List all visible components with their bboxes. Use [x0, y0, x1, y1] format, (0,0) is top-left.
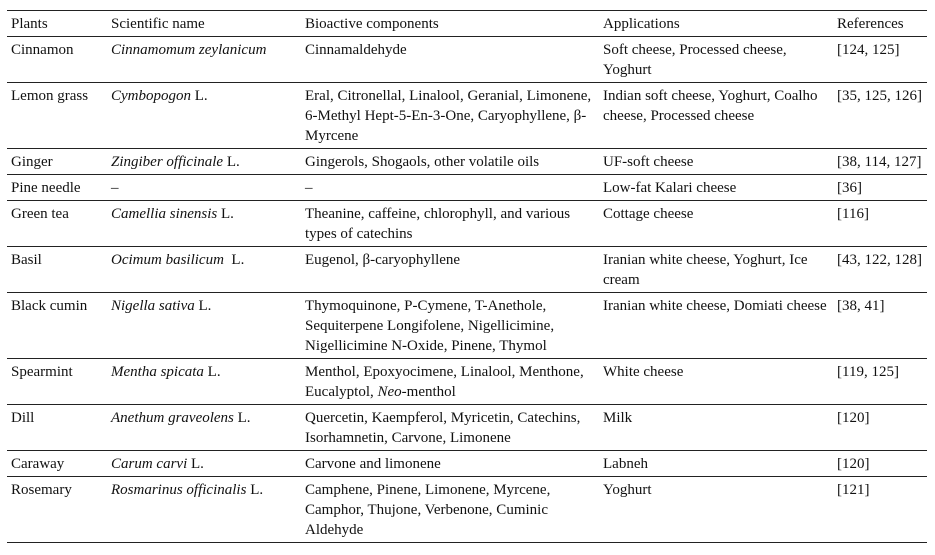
scientific-name-italic: Zingiber officinale — [111, 154, 224, 170]
references-cell: [121] — [837, 482, 870, 498]
scientific-name-italic: Carum carvi — [111, 456, 188, 472]
scientific-name-suffix: L. — [223, 154, 240, 170]
plant-cell: Cinnamon — [11, 42, 74, 58]
components-cell: Camphene, Pinene, Limonene, Myrcene, Camphor, Thujone, Verbenone, Cuminic Aldehyde — [305, 482, 551, 538]
applications-cell: Milk — [603, 410, 633, 426]
plant-cell: Spearmint — [11, 364, 73, 380]
scientific-name-cell — [107, 477, 301, 543]
table-body — [7, 37, 927, 543]
applications-cell: Indian soft cheese, Yoghurt, Coalho cheese, Processed cheese — [603, 88, 818, 124]
table-row — [7, 477, 927, 543]
scientific-name-cell — [107, 359, 301, 405]
scientific-name-italic: Nigella sativa — [111, 298, 195, 314]
neo-prefix: Neo — [377, 384, 402, 400]
table-row — [7, 149, 927, 175]
table-row — [7, 175, 927, 201]
components-cell: Theanine, caffeine, chlorophyll, and various types of catechins — [305, 206, 571, 242]
table-row — [7, 359, 927, 405]
table-row — [7, 83, 927, 149]
applications-cell: White cheese — [603, 364, 684, 380]
components-cell: Eugenol, β-caryophyllene — [305, 252, 461, 268]
references-cell: [120] — [837, 456, 870, 472]
plant-cell: Rosemary — [11, 482, 72, 498]
components-cell: Menthol, Epoxyocimene, Linalool, Menthone, Eucalyptol, Neo-menthol — [305, 364, 584, 400]
scientific-name-suffix: – — [111, 180, 119, 196]
header-references: References — [837, 16, 904, 32]
plant-cell: Ginger — [11, 154, 53, 170]
table-row — [7, 293, 927, 359]
header-plants: Plants — [11, 16, 48, 32]
scientific-name-suffix: L. — [233, 410, 251, 426]
plant-cell: Pine needle — [11, 180, 81, 196]
components-cell: – — [305, 180, 313, 196]
scientific-name-cell — [107, 293, 301, 359]
applications-cell: Iranian white cheese, Domiati cheese — [603, 298, 827, 314]
references-cell: [36] — [837, 180, 862, 196]
references-cell: [43, 122, 128] — [837, 252, 922, 268]
table-row — [7, 451, 927, 477]
references-cell: [124, 125] — [837, 42, 900, 58]
scientific-name-italic: Ocimum basilicum — [111, 252, 224, 268]
applications-cell: UF-soft cheese — [603, 154, 694, 170]
scientific-name-italic: Anethum graveolens — [111, 410, 234, 426]
table-header — [7, 11, 927, 37]
references-cell: [35, 125, 126] — [837, 88, 922, 104]
scientific-name-cell — [107, 175, 301, 201]
applications-cell: Soft cheese, Processed cheese, Yoghurt — [603, 42, 787, 78]
applications-cell: Labneh — [603, 456, 648, 472]
references-cell: [120] — [837, 410, 870, 426]
plant-cell: Caraway — [11, 456, 65, 472]
scientific-name-cell — [107, 451, 301, 477]
plant-cell: Lemon grass — [11, 88, 89, 104]
applications-cell: Iranian white cheese, Yoghurt, Ice cream — [603, 252, 808, 288]
scientific-name-italic: Cymbopogon — [111, 88, 191, 104]
references-cell: [119, 125] — [837, 364, 899, 380]
scientific-name-italic: Camellia sinensis — [111, 206, 218, 222]
references-cell: [116] — [837, 206, 869, 222]
plants-table — [7, 10, 927, 543]
header-bioactive-components: Bioactive components — [305, 16, 439, 32]
plant-cell: Green tea — [11, 206, 69, 222]
scientific-name-cell — [107, 149, 301, 175]
header-row — [7, 11, 927, 37]
scientific-name-suffix: L. — [194, 298, 212, 314]
scientific-name-suffix: L. — [246, 482, 264, 498]
table-row — [7, 405, 927, 451]
scientific-name-suffix: L. — [191, 88, 208, 104]
table-row — [7, 247, 927, 293]
applications-cell: Yoghurt — [603, 482, 652, 498]
scientific-name-italic: Mentha spicata — [111, 364, 204, 380]
components-cell: Cinnamaldehyde — [305, 42, 407, 58]
plant-cell: Basil — [11, 252, 42, 268]
table-row — [7, 37, 927, 83]
applications-cell: Cottage cheese — [603, 206, 694, 222]
references-cell: [38, 41] — [837, 298, 885, 314]
scientific-name-suffix: L. — [187, 456, 204, 472]
components-cell: Thymoquinone, P-Cymene, T-Anethole, Sequiterpene Longifolene, Nigellicimine, Nigellicimine N-Oxide, Pinene, Thymol — [305, 298, 555, 354]
components-cell: Eral, Citronellal, Linalool, Geranial, Limonene, 6-Methyl Hept-5-En-3-One, Caryophyllene, β-Myrcene — [305, 88, 592, 144]
scientific-name-italic: Cinnamomum zeylanicum — [111, 42, 267, 58]
scientific-name-italic: Rosmarinus officinalis — [111, 482, 247, 498]
scientific-name-cell — [107, 405, 301, 451]
plant-cell: Black cumin — [11, 298, 88, 314]
scientific-name-suffix: L. — [223, 252, 245, 268]
applications-cell: Low-fat Kalari cheese — [603, 180, 737, 196]
scientific-name-suffix: L. — [203, 364, 221, 380]
components-cell: Gingerols, Shogaols, other volatile oils — [305, 154, 540, 170]
components-cell: Quercetin, Kaempferol, Myricetin, Catechins, Isorhamnetin, Carvone, Limonene — [305, 410, 581, 446]
header-applications: Applications — [603, 16, 680, 32]
references-cell: [38, 114, 127] — [837, 154, 922, 170]
scientific-name-cell — [107, 247, 301, 293]
scientific-name-suffix: L. — [217, 206, 234, 222]
scientific-name-cell — [107, 83, 301, 149]
plant-cell: Dill — [11, 410, 35, 426]
table-row — [7, 201, 927, 247]
scientific-name-cell — [107, 201, 301, 247]
header-scientific-name: Scientific name — [111, 16, 205, 32]
scientific-name-cell — [107, 37, 301, 83]
components-cell: Carvone and limonene — [305, 456, 441, 472]
